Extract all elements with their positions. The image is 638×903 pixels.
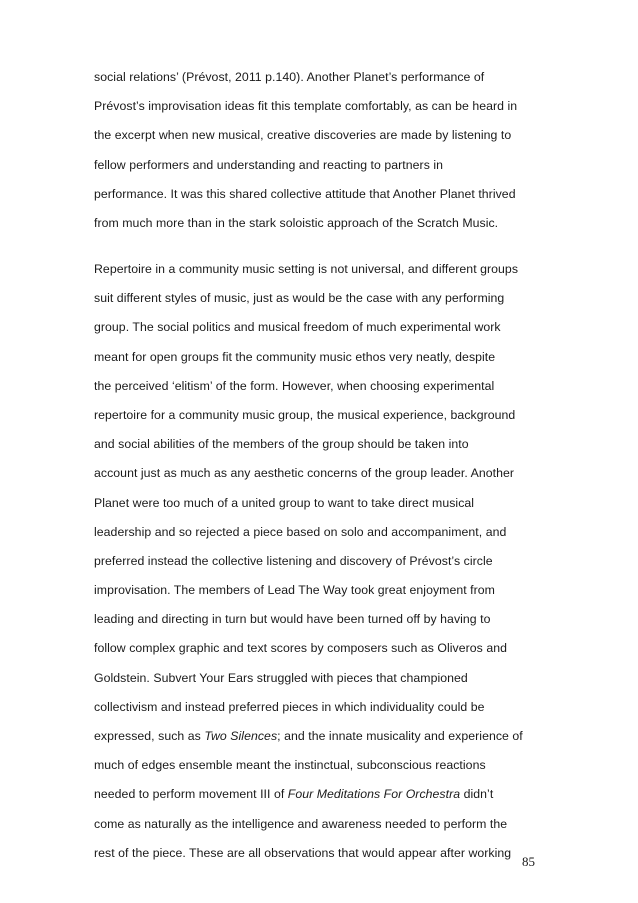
text-run: follow complex graphic and text scores by composers such as Oliveros and [94,641,507,656]
text-run: collectivism and instead preferred pieces in which individuality could be [94,699,485,714]
text-run: Planet were too much of a united group to want to take direct musical [94,495,475,510]
text-run: the excerpt when new musical, creative discoveries are made by listening to [94,128,512,143]
text-run: leading and directing in turn but would have been turned off by having to [94,612,491,627]
text-run: needed to perform movement III of [94,787,288,802]
text-run: preferred instead the collective listening and discovery of Prévost’s circle [94,553,493,568]
text-line [94,209,546,238]
text-line [94,372,546,401]
text-run: performance. It was this shared collective attitude that Another Planet thrived [94,186,516,201]
text-line [94,547,546,576]
text-run: meant for open groups fit the community music ethos very neatly, despite [94,349,496,364]
text-run: rest of the piece. These are all observations that would appear after working [94,845,512,860]
text-line [94,151,546,180]
text-line [94,63,546,92]
paragraph [94,63,546,238]
text-line [94,722,546,751]
text-run: Prévost’s improvisation ideas fit this template comfortably, as can be heard in [94,99,518,114]
text-run: much of edges ensemble meant the instinctual, subconscious reactions [94,758,486,773]
text-line [94,576,546,605]
text-line [94,839,546,868]
text-line [94,459,546,488]
paragraph [94,255,546,868]
text-line [94,180,546,209]
text-line [94,343,546,372]
text-line [94,751,546,780]
text-run: account just as much as any aesthetic concerns of the group leader. Another [94,466,515,481]
text-line [94,634,546,663]
text-line [94,693,546,722]
text-line [94,489,546,518]
page-number: 85 [522,854,535,869]
text-run: Goldstein. Subvert Your Ears struggled with pieces that championed [94,670,468,685]
text-line [94,284,546,313]
text-run: suit different styles of music, just as would be the case with any performing [94,291,505,306]
text-line [94,780,546,809]
text-run: the perceived ‘elitism’ of the form. However, when choosing experimental [94,378,495,393]
text-line [94,605,546,634]
text-run: leadership and so rejected a piece based on solo and accompaniment, and [94,524,507,539]
text-run: group. The social politics and musical freedom of much experimental work [94,320,501,335]
text-run: Repertoire in a community music setting is not universal, and different groups [94,262,519,276]
text-run: repertoire for a community music group, the musical experience, background [94,407,516,422]
text-run: expressed, such as [94,729,205,743]
text-line [94,121,546,150]
text-run: ; and the innate musicality and experience of [277,729,523,743]
text-run: from much more than in the stark soloistic approach of the Scratch Music. [94,215,499,230]
text-run: fellow performers and understanding and reacting to partners in [94,157,444,172]
italic-title: Four Meditations For Orchestra [287,787,461,802]
text-line [94,664,546,693]
text-line [94,518,546,547]
text-line [94,255,546,284]
text-run: improvisation. The members of Lead The Way took great enjoyment from [94,583,495,598]
italic-title: Two Silences [204,729,278,743]
text-run: come as naturally as the intelligence and awareness needed to perform the [94,816,508,831]
text-line [94,92,546,121]
text-run: and social abilities of the members of the group should be taken into [94,437,469,452]
text-line [94,313,546,342]
text-line [94,401,546,430]
text-run: social relations’ (Prévost, 2011 p.140). Another Planet’s performance of [94,70,485,84]
text-run: didn’t [460,787,494,802]
text-line [94,430,546,459]
text-line [94,810,546,839]
